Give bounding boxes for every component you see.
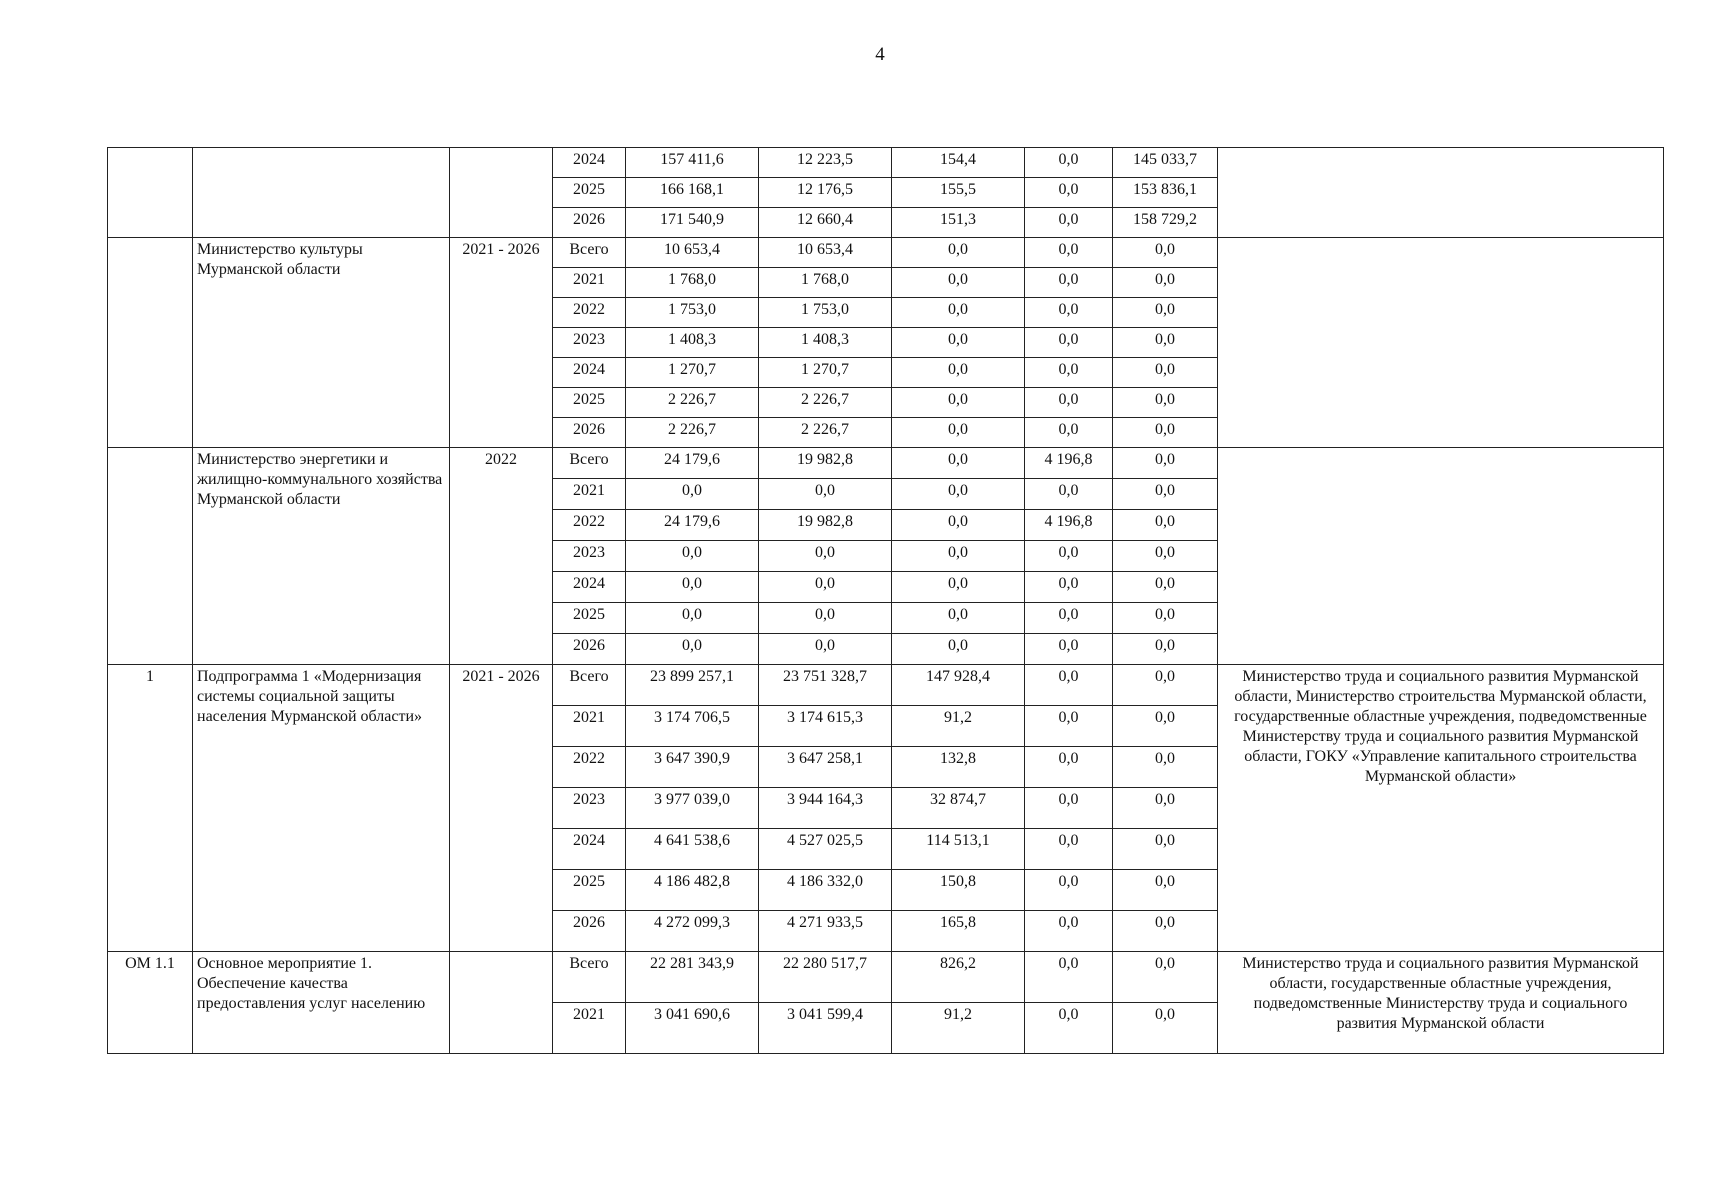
local-budget-cell: 0,0 xyxy=(1025,788,1113,829)
row-index-cell: 1 xyxy=(108,665,193,952)
extrabudgetary-cell: 0,0 xyxy=(1113,952,1218,1003)
year-cell: 2021 xyxy=(553,479,626,510)
regional-budget-cell: 3 944 164,3 xyxy=(759,788,892,829)
local-budget-cell: 0,0 xyxy=(1025,479,1113,510)
extrabudgetary-cell: 0,0 xyxy=(1113,388,1218,418)
local-budget-cell: 0,0 xyxy=(1025,328,1113,358)
year-cell: 2026 xyxy=(553,911,626,952)
local-budget-cell: 0,0 xyxy=(1025,1003,1113,1054)
federal-budget-cell: 0,0 xyxy=(892,298,1025,328)
executor-cell: Министерство труда и социального развития Мурманской области, государственные областные учреждения, подведомственные Министерству труда и социального развития Мурманской области xyxy=(1218,952,1664,1054)
total-cell: 3 647 390,9 xyxy=(626,747,759,788)
federal-budget-cell: 0,0 xyxy=(892,603,1025,634)
federal-budget-cell: 165,8 xyxy=(892,911,1025,952)
period-cell xyxy=(450,952,553,1054)
extrabudgetary-cell: 0,0 xyxy=(1113,572,1218,603)
year-cell: 2022 xyxy=(553,298,626,328)
year-cell: 2026 xyxy=(553,634,626,665)
extrabudgetary-cell: 0,0 xyxy=(1113,747,1218,788)
local-budget-cell: 0,0 xyxy=(1025,208,1113,238)
year-cell: 2024 xyxy=(553,572,626,603)
total-cell: 0,0 xyxy=(626,572,759,603)
local-budget-cell: 0,0 xyxy=(1025,603,1113,634)
row-index-cell xyxy=(108,238,193,448)
federal-budget-cell: 151,3 xyxy=(892,208,1025,238)
table-row xyxy=(108,238,1664,268)
row-index-cell xyxy=(108,448,193,665)
extrabudgetary-cell: 158 729,2 xyxy=(1113,208,1218,238)
regional-budget-cell: 1 753,0 xyxy=(759,298,892,328)
regional-budget-cell: 3 174 615,3 xyxy=(759,706,892,747)
year-cell: 2026 xyxy=(553,418,626,448)
extrabudgetary-cell: 0,0 xyxy=(1113,911,1218,952)
regional-budget-cell: 1 408,3 xyxy=(759,328,892,358)
total-cell: 166 168,1 xyxy=(626,178,759,208)
year-cell: 2024 xyxy=(553,358,626,388)
year-cell: 2021 xyxy=(553,1003,626,1054)
total-cell: 4 272 099,3 xyxy=(626,911,759,952)
regional-budget-cell: 4 271 933,5 xyxy=(759,911,892,952)
local-budget-cell: 0,0 xyxy=(1025,418,1113,448)
period-cell: 2022 xyxy=(450,448,553,665)
extrabudgetary-cell: 153 836,1 xyxy=(1113,178,1218,208)
total-cell: 0,0 xyxy=(626,603,759,634)
extrabudgetary-cell: 0,0 xyxy=(1113,328,1218,358)
total-cell: 1 753,0 xyxy=(626,298,759,328)
year-cell: Всего xyxy=(553,448,626,479)
year-cell: 2023 xyxy=(553,328,626,358)
extrabudgetary-cell: 0,0 xyxy=(1113,418,1218,448)
local-budget-cell: 0,0 xyxy=(1025,388,1113,418)
federal-budget-cell: 0,0 xyxy=(892,358,1025,388)
local-budget-cell: 0,0 xyxy=(1025,665,1113,706)
year-cell: 2024 xyxy=(553,148,626,178)
row-index-cell xyxy=(108,148,193,238)
local-budget-cell: 0,0 xyxy=(1025,572,1113,603)
local-budget-cell: 0,0 xyxy=(1025,541,1113,572)
federal-budget-cell: 114 513,1 xyxy=(892,829,1025,870)
local-budget-cell: 0,0 xyxy=(1025,747,1113,788)
total-cell: 23 899 257,1 xyxy=(626,665,759,706)
regional-budget-cell: 12 176,5 xyxy=(759,178,892,208)
extrabudgetary-cell: 0,0 xyxy=(1113,298,1218,328)
federal-budget-cell: 154,4 xyxy=(892,148,1025,178)
regional-budget-cell: 1 768,0 xyxy=(759,268,892,298)
regional-budget-cell: 4 186 332,0 xyxy=(759,870,892,911)
total-cell: 2 226,7 xyxy=(626,418,759,448)
total-cell: 1 408,3 xyxy=(626,328,759,358)
regional-budget-cell: 19 982,8 xyxy=(759,510,892,541)
year-cell: 2025 xyxy=(553,388,626,418)
program-name-cell: Министерство культуры Мурманской области xyxy=(193,238,450,448)
year-cell: 2022 xyxy=(553,510,626,541)
federal-budget-cell: 826,2 xyxy=(892,952,1025,1003)
total-cell: 1 270,7 xyxy=(626,358,759,388)
regional-budget-cell: 2 226,7 xyxy=(759,388,892,418)
executor-cell xyxy=(1218,238,1664,448)
program-name-cell xyxy=(193,148,450,238)
regional-budget-cell: 0,0 xyxy=(759,634,892,665)
year-cell: 2023 xyxy=(553,541,626,572)
federal-budget-cell: 0,0 xyxy=(892,268,1025,298)
year-cell: 2026 xyxy=(553,208,626,238)
table-row xyxy=(108,665,1664,706)
federal-budget-cell: 0,0 xyxy=(892,418,1025,448)
regional-budget-cell: 22 280 517,7 xyxy=(759,952,892,1003)
federal-budget-cell: 0,0 xyxy=(892,328,1025,358)
federal-budget-cell: 0,0 xyxy=(892,634,1025,665)
year-cell: 2023 xyxy=(553,788,626,829)
local-budget-cell: 0,0 xyxy=(1025,178,1113,208)
executor-cell xyxy=(1218,448,1664,665)
year-cell: Всего xyxy=(553,665,626,706)
total-cell: 24 179,6 xyxy=(626,510,759,541)
total-cell: 0,0 xyxy=(626,479,759,510)
executor-cell: Министерство труда и социального развития Мурманской области, Министерство строительства Мурманской области, государственные областные учреждения, подведомственные Министерству труда и социального развития Мурманской области, ГОКУ «Управление капитального строительства Мурманской области» xyxy=(1218,665,1664,952)
federal-budget-cell: 0,0 xyxy=(892,238,1025,268)
table-row xyxy=(108,952,1664,1003)
extrabudgetary-cell: 0,0 xyxy=(1113,788,1218,829)
regional-budget-cell: 3 041 599,4 xyxy=(759,1003,892,1054)
regional-budget-cell: 0,0 xyxy=(759,479,892,510)
federal-budget-cell: 0,0 xyxy=(892,448,1025,479)
total-cell: 24 179,6 xyxy=(626,448,759,479)
row-index-cell: ОМ 1.1 xyxy=(108,952,193,1054)
total-cell: 157 411,6 xyxy=(626,148,759,178)
year-cell: 2025 xyxy=(553,870,626,911)
regional-budget-cell: 19 982,8 xyxy=(759,448,892,479)
extrabudgetary-cell: 145 033,7 xyxy=(1113,148,1218,178)
regional-budget-cell: 12 660,4 xyxy=(759,208,892,238)
total-cell: 10 653,4 xyxy=(626,238,759,268)
regional-budget-cell: 3 647 258,1 xyxy=(759,747,892,788)
local-budget-cell: 0,0 xyxy=(1025,829,1113,870)
local-budget-cell: 0,0 xyxy=(1025,298,1113,328)
total-cell: 3 174 706,5 xyxy=(626,706,759,747)
local-budget-cell: 0,0 xyxy=(1025,911,1113,952)
extrabudgetary-cell: 0,0 xyxy=(1113,665,1218,706)
program-name-cell: Подпрограмма 1 «Модернизация системы социальной защиты населения Мурманской области» xyxy=(193,665,450,952)
federal-budget-cell: 0,0 xyxy=(892,388,1025,418)
year-cell: Всего xyxy=(553,238,626,268)
total-cell: 3 041 690,6 xyxy=(626,1003,759,1054)
federal-budget-cell: 0,0 xyxy=(892,572,1025,603)
local-budget-cell: 0,0 xyxy=(1025,238,1113,268)
federal-budget-cell: 91,2 xyxy=(892,1003,1025,1054)
total-cell: 3 977 039,0 xyxy=(626,788,759,829)
local-budget-cell: 0,0 xyxy=(1025,634,1113,665)
period-cell xyxy=(450,148,553,238)
local-budget-cell: 0,0 xyxy=(1025,952,1113,1003)
extrabudgetary-cell: 0,0 xyxy=(1113,268,1218,298)
year-cell: 2021 xyxy=(553,706,626,747)
regional-budget-cell: 2 226,7 xyxy=(759,418,892,448)
regional-budget-cell: 12 223,5 xyxy=(759,148,892,178)
extrabudgetary-cell: 0,0 xyxy=(1113,541,1218,572)
federal-budget-cell: 91,2 xyxy=(892,706,1025,747)
extrabudgetary-cell: 0,0 xyxy=(1113,603,1218,634)
year-cell: 2025 xyxy=(553,178,626,208)
program-name-cell: Основное мероприятие 1. Обеспечение качества предоставления услуг населению xyxy=(193,952,450,1054)
budget-table xyxy=(107,147,1664,1054)
year-cell: Всего xyxy=(553,952,626,1003)
federal-budget-cell: 0,0 xyxy=(892,510,1025,541)
extrabudgetary-cell: 0,0 xyxy=(1113,238,1218,268)
year-cell: 2022 xyxy=(553,747,626,788)
extrabudgetary-cell: 0,0 xyxy=(1113,448,1218,479)
federal-budget-cell: 0,0 xyxy=(892,479,1025,510)
year-cell: 2024 xyxy=(553,829,626,870)
local-budget-cell: 0,0 xyxy=(1025,148,1113,178)
local-budget-cell: 0,0 xyxy=(1025,870,1113,911)
total-cell: 171 540,9 xyxy=(626,208,759,238)
federal-budget-cell: 32 874,7 xyxy=(892,788,1025,829)
period-cell: 2021 - 2026 xyxy=(450,665,553,952)
total-cell: 22 281 343,9 xyxy=(626,952,759,1003)
extrabudgetary-cell: 0,0 xyxy=(1113,829,1218,870)
total-cell: 4 186 482,8 xyxy=(626,870,759,911)
federal-budget-cell: 132,8 xyxy=(892,747,1025,788)
extrabudgetary-cell: 0,0 xyxy=(1113,510,1218,541)
executor-cell xyxy=(1218,148,1664,238)
total-cell: 1 768,0 xyxy=(626,268,759,298)
total-cell: 0,0 xyxy=(626,541,759,572)
regional-budget-cell: 1 270,7 xyxy=(759,358,892,388)
table-row xyxy=(108,148,1664,178)
local-budget-cell: 0,0 xyxy=(1025,268,1113,298)
extrabudgetary-cell: 0,0 xyxy=(1113,870,1218,911)
regional-budget-cell: 23 751 328,7 xyxy=(759,665,892,706)
period-cell: 2021 - 2026 xyxy=(450,238,553,448)
program-name-cell: Министерство энергетики и жилищно-коммунального хозяйства Мурманской области xyxy=(193,448,450,665)
local-budget-cell: 4 196,8 xyxy=(1025,448,1113,479)
extrabudgetary-cell: 0,0 xyxy=(1113,1003,1218,1054)
page-number: 4 xyxy=(875,44,885,65)
local-budget-cell: 0,0 xyxy=(1025,706,1113,747)
federal-budget-cell: 147 928,4 xyxy=(892,665,1025,706)
local-budget-cell: 0,0 xyxy=(1025,358,1113,388)
federal-budget-cell: 155,5 xyxy=(892,178,1025,208)
federal-budget-cell: 150,8 xyxy=(892,870,1025,911)
total-cell: 2 226,7 xyxy=(626,388,759,418)
extrabudgetary-cell: 0,0 xyxy=(1113,706,1218,747)
year-cell: 2025 xyxy=(553,603,626,634)
total-cell: 4 641 538,6 xyxy=(626,829,759,870)
extrabudgetary-cell: 0,0 xyxy=(1113,479,1218,510)
federal-budget-cell: 0,0 xyxy=(892,541,1025,572)
table-row xyxy=(108,448,1664,479)
regional-budget-cell: 0,0 xyxy=(759,572,892,603)
regional-budget-cell: 4 527 025,5 xyxy=(759,829,892,870)
total-cell: 0,0 xyxy=(626,634,759,665)
regional-budget-cell: 0,0 xyxy=(759,603,892,634)
extrabudgetary-cell: 0,0 xyxy=(1113,634,1218,665)
extrabudgetary-cell: 0,0 xyxy=(1113,358,1218,388)
local-budget-cell: 4 196,8 xyxy=(1025,510,1113,541)
regional-budget-cell: 10 653,4 xyxy=(759,238,892,268)
year-cell: 2021 xyxy=(553,268,626,298)
regional-budget-cell: 0,0 xyxy=(759,541,892,572)
